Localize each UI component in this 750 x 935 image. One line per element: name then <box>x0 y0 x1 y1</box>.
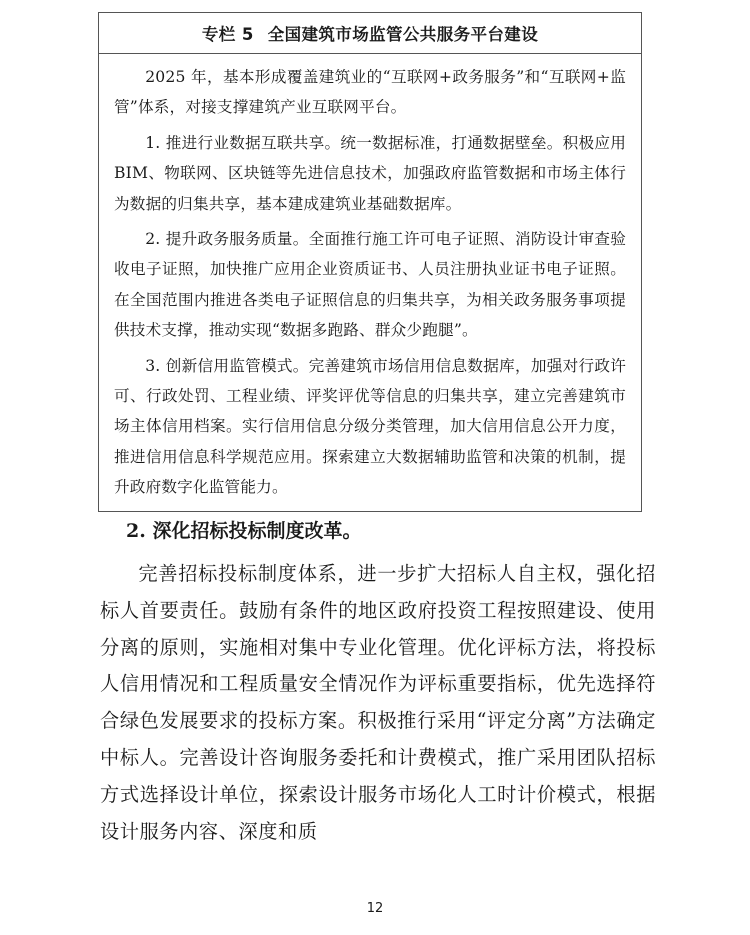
box-paragraph-2: 2. 提升政务服务质量。全面推行施工许可电子证照、消防设计审查验收电子证照，加快推广应用企业资质证书、人员注册执业证书电子证照。在全国范围内推进各类电子证照信息的归集共享，为相关政务服务事项提供技术支撑，推动实现“数据多跑路、群众少跑腿”。 <box>114 230 626 340</box>
box-title-text: 全国建筑市场监管公共服务平台建设 <box>267 25 539 44</box>
page-number: 12 <box>366 901 384 916</box>
section-body: 完善招标投标制度体系，进一步扩大招标人自主权，强化招标人首要责任。鼓励有条件的地区政府投资工程按照建设、使用分离的原则，实施相对集中专业化管理。优化评标方法，将投标人信用情况和工程质量安全情况作为评标重要指标，优先选择符合绿色发展要求的投标方案。积极推行采用“评定分离”方法确定中标人。完善设计咨询服务委托和计费模式，推广采用团队招标方式选择设计单位，探索设计服务市场化人工时计价模式，根据设计服务内容、深度和质 <box>100 562 656 843</box>
box-label: 专栏 5 <box>201 25 254 44</box>
box-body <box>99 54 641 503</box>
section-heading: 2. 深化招标投标制度改革。 <box>126 520 362 542</box>
box-paragraph-intro: 2025 年，基本形成覆盖建筑业的“互联网+政务服务”和“互联网+监管”体系，对接支撑建筑产业互联网平台。 <box>114 68 626 117</box>
box-title <box>99 13 641 54</box>
box-paragraph-1: 1. 推进行业数据互联共享。统一数据标准，打通数据壁垒。积极应用 BIM、物联网、区块链等先进信息技术，加强政府监管数据和市场主体行为数据的归集共享，基本建成建筑业基础数据库。 <box>114 133 626 213</box>
feature-box <box>98 12 642 512</box>
box-paragraph-3: 3. 创新信用监管模式。完善建筑市场信用信息数据库，加强对行政许可、行政处罚、工程业绩、评奖评优等信息的归集共享，建立完善建筑市场主体信用档案。实行信用信息分级分类管理，加大信用信息公开力度，推进信用信息科学规范应用。探索建立大数据辅助监管和决策的机制，提升政府数字化监管能力。 <box>114 356 626 497</box>
